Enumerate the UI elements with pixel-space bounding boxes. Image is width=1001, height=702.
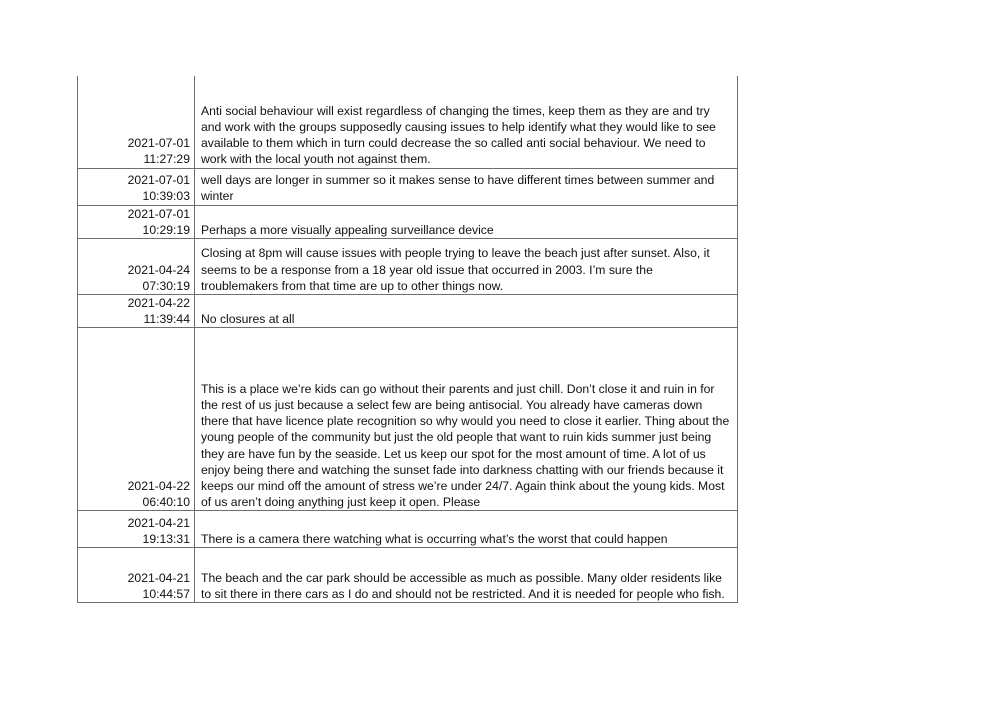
time-text: 10:39:03: [142, 189, 190, 204]
comment-cell: This is a place we’re kids can go without their parents and just chill. Don’t close it and ruin in for the rest of us just because a select few are being antisocial. You already have cameras down there that have licence plate recognition so why would you need to close it earlier. Thing about the young people of the community but just the old people that want to ruin kids summer just being they are have fun by the seaside. Let us keep our spot for the most amount of time. A lot of us enjoy being there and watching the sunset fade into darkness chatting with our friends because it keeps our mind off the amount of stress we’re under 24/7. Again think about the young kids. Most of us aren’t doing anything just keep it open. Please: [195, 328, 738, 511]
timestamp-cell: [78, 168, 195, 205]
date-text: 2021-04-22: [127, 295, 190, 310]
timestamp-cell: [78, 238, 195, 294]
comment-cell: well days are longer in summer so it makes sense to have different times between summer and winter: [195, 168, 738, 205]
comments-table: [77, 76, 738, 603]
date-text: 2021-07-01: [127, 206, 190, 221]
timestamp-cell: [78, 511, 195, 548]
table-row: [78, 205, 738, 238]
table-row: [78, 168, 738, 205]
time-text: 19:13:31: [142, 532, 190, 547]
timestamp-cell: [78, 328, 195, 511]
time-text: 11:27:29: [143, 152, 190, 167]
date-text: 2021-04-24: [127, 262, 190, 277]
comment-cell: Perhaps a more visually appealing surveillance device: [195, 205, 738, 238]
date-text: 2021-07-01: [127, 173, 190, 188]
comment-cell: There is a camera there watching what is occurring what’s the worst that could happen: [195, 511, 738, 548]
timestamp-cell: [78, 294, 195, 327]
date-text: 2021-07-01: [127, 136, 190, 151]
time-text: 11:39:44: [143, 312, 190, 327]
table-row: [78, 238, 738, 294]
table-row: [78, 548, 738, 603]
comment-cell: Closing at 8pm will cause issues with people trying to leave the beach just after sunset. Also, it seems to be a response from a 18 year old issue that occurred in 2003. I’m sure the troublemakers from that time are up to other things now.: [195, 238, 738, 294]
table-row: [78, 76, 738, 168]
timestamp-cell: [78, 205, 195, 238]
table-row: [78, 328, 738, 511]
timestamp-cell: [78, 76, 195, 168]
time-text: 10:44:57: [142, 587, 190, 602]
date-text: 2021-04-21: [127, 570, 190, 585]
timestamp-cell: [78, 548, 195, 603]
comment-cell: No closures at all: [195, 294, 738, 327]
date-text: 2021-04-21: [127, 515, 190, 530]
table-row: [78, 511, 738, 548]
comment-cell: Anti social behaviour will exist regardless of changing the times, keep them as they are and try and work with the groups supposedly causing issues to help identify what they would like to see available to them which in turn could decrease the so called anti social behaviour. We need to work with the local youth not against them.: [195, 76, 738, 168]
time-text: 06:40:10: [142, 495, 190, 510]
comment-cell: The beach and the car park should be accessible as much as possible. Many older residents like to sit there in there cars as I do and should not be restricted. And it is needed for people who fish.: [195, 548, 738, 603]
time-text: 07:30:19: [142, 278, 190, 293]
table-row: [78, 294, 738, 327]
time-text: 10:29:19: [142, 222, 190, 237]
date-text: 2021-04-22: [127, 478, 190, 493]
